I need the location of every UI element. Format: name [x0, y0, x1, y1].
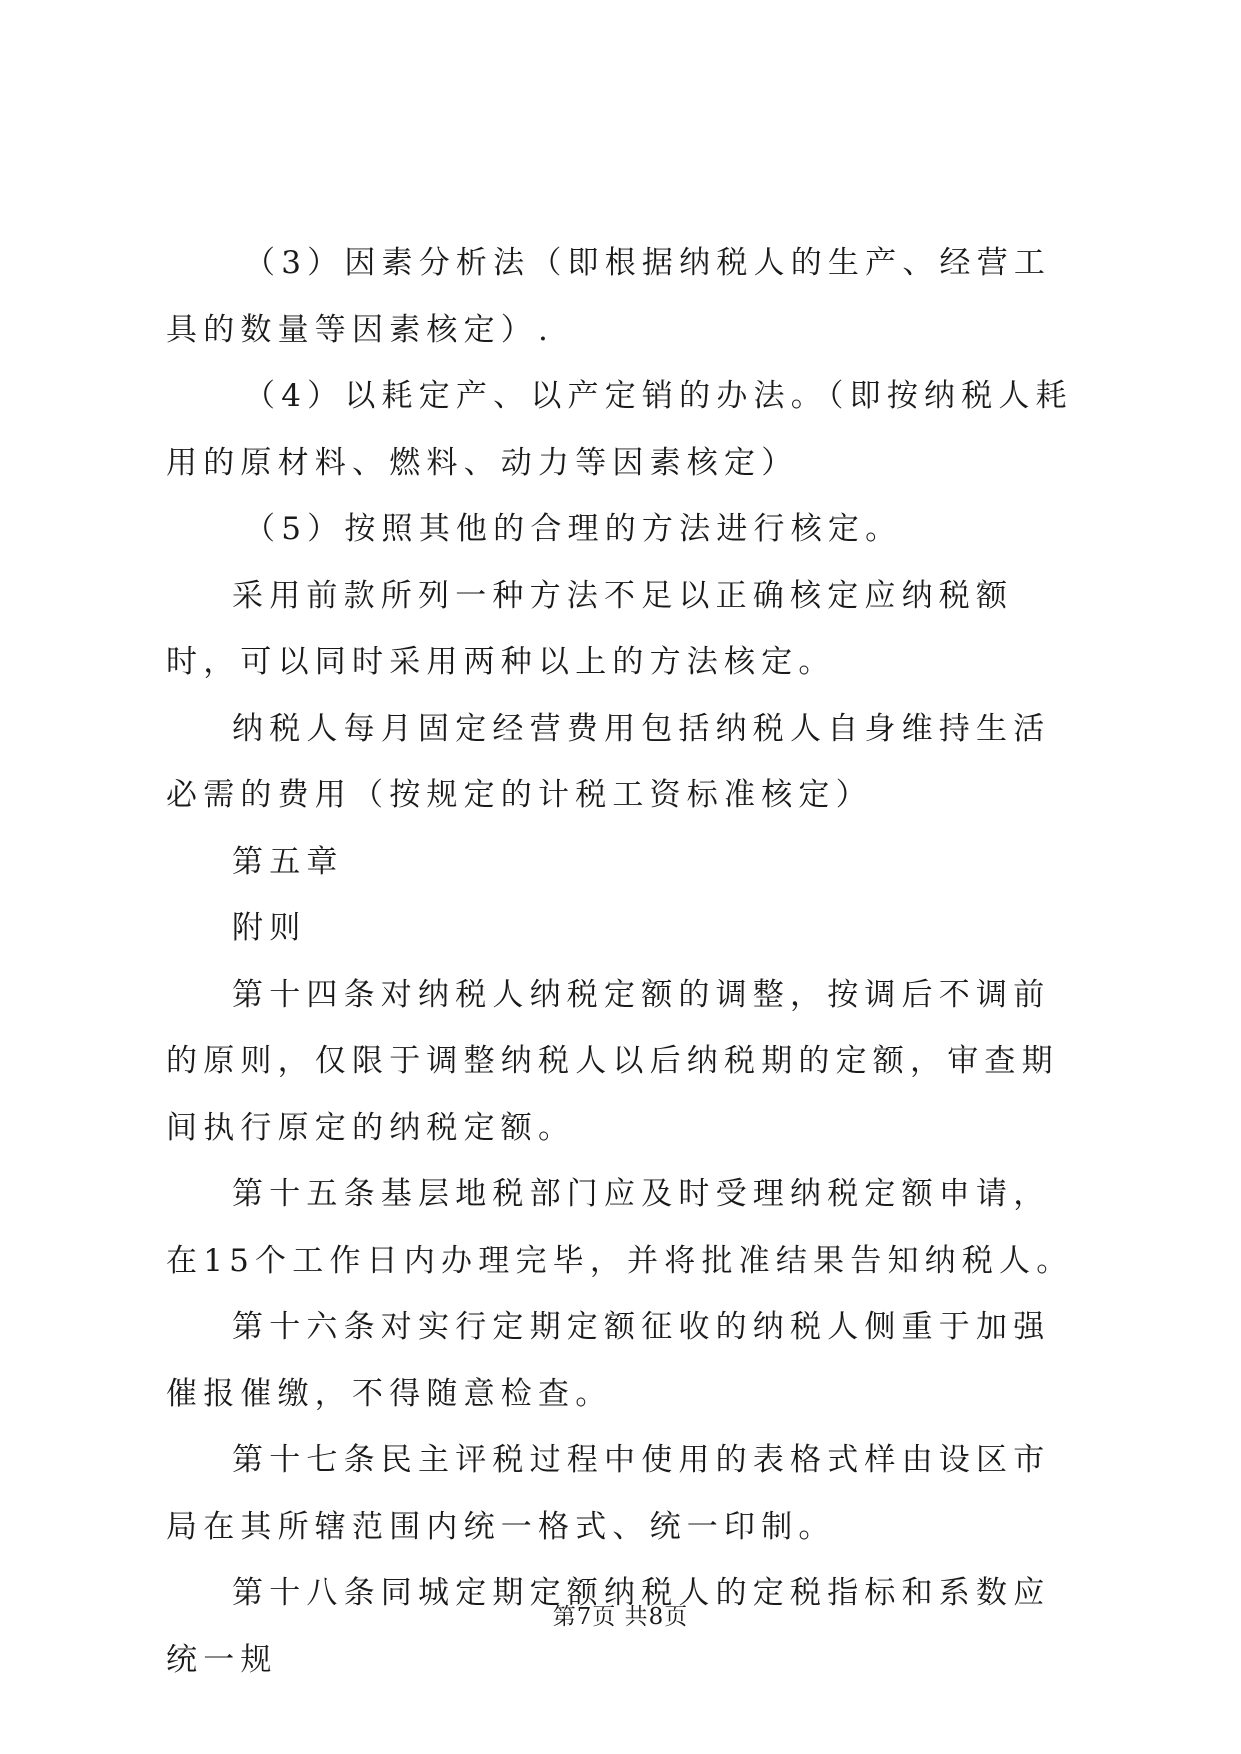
- article-16: 第十六条对实行定期定额征收的纳税人侧重于加强催报催缴，不得随意检查。: [166, 1309, 1051, 1412]
- article-18: 第十八条同城定期定额纳税人的定税指标和系数应统一规: [166, 1575, 1051, 1678]
- page-number: 第7页 共8页: [552, 1604, 689, 1630]
- paragraph-combined-methods: 采用前款所列一种方法不足以正确核定应纳税额时，可以同时采用两种以上的方法核定。: [166, 577, 1014, 680]
- chapter-heading: 第五章: [232, 843, 344, 880]
- section-heading: 附则: [232, 910, 307, 946]
- paragraph-method-5: （5）按照其他的合理的方法进行核定。: [244, 511, 903, 547]
- paragraph-fixed-expenses: 纳税人每月固定经营费用包括纳税人自身维持生活必需的费用（按规定的计税工资标准核定）: [166, 710, 1051, 813]
- paragraph-method-3: （3）因素分析法（即根据纳税人的生产、经营工具的数量等因素核定）.: [166, 245, 1052, 348]
- article-17: 第十七条民主评税过程中使用的表格式样由设区市局在其所辖范围内统一格式、统一印制。: [166, 1442, 1051, 1545]
- article-14: 第十四条对纳税人纳税定额的调整，按调后不调前的原则，仅限于调整纳税人以后纳税期的定额，审查期间执行原定的纳税定额。: [166, 976, 1059, 1146]
- document-body: [166, 230, 1086, 1693]
- page-footer: [0, 1598, 1241, 1631]
- paragraph-method-4: （4）以耗定产、以产定销的办法。（即按纳税人耗用的原材料、燃料、动力等因素核定）: [166, 378, 1073, 481]
- article-15: 第十五条基层地税部门应及时受理纳税定额申请，在15个工作日内办理完毕，并将批准结果告知纳税人。: [166, 1176, 1074, 1279]
